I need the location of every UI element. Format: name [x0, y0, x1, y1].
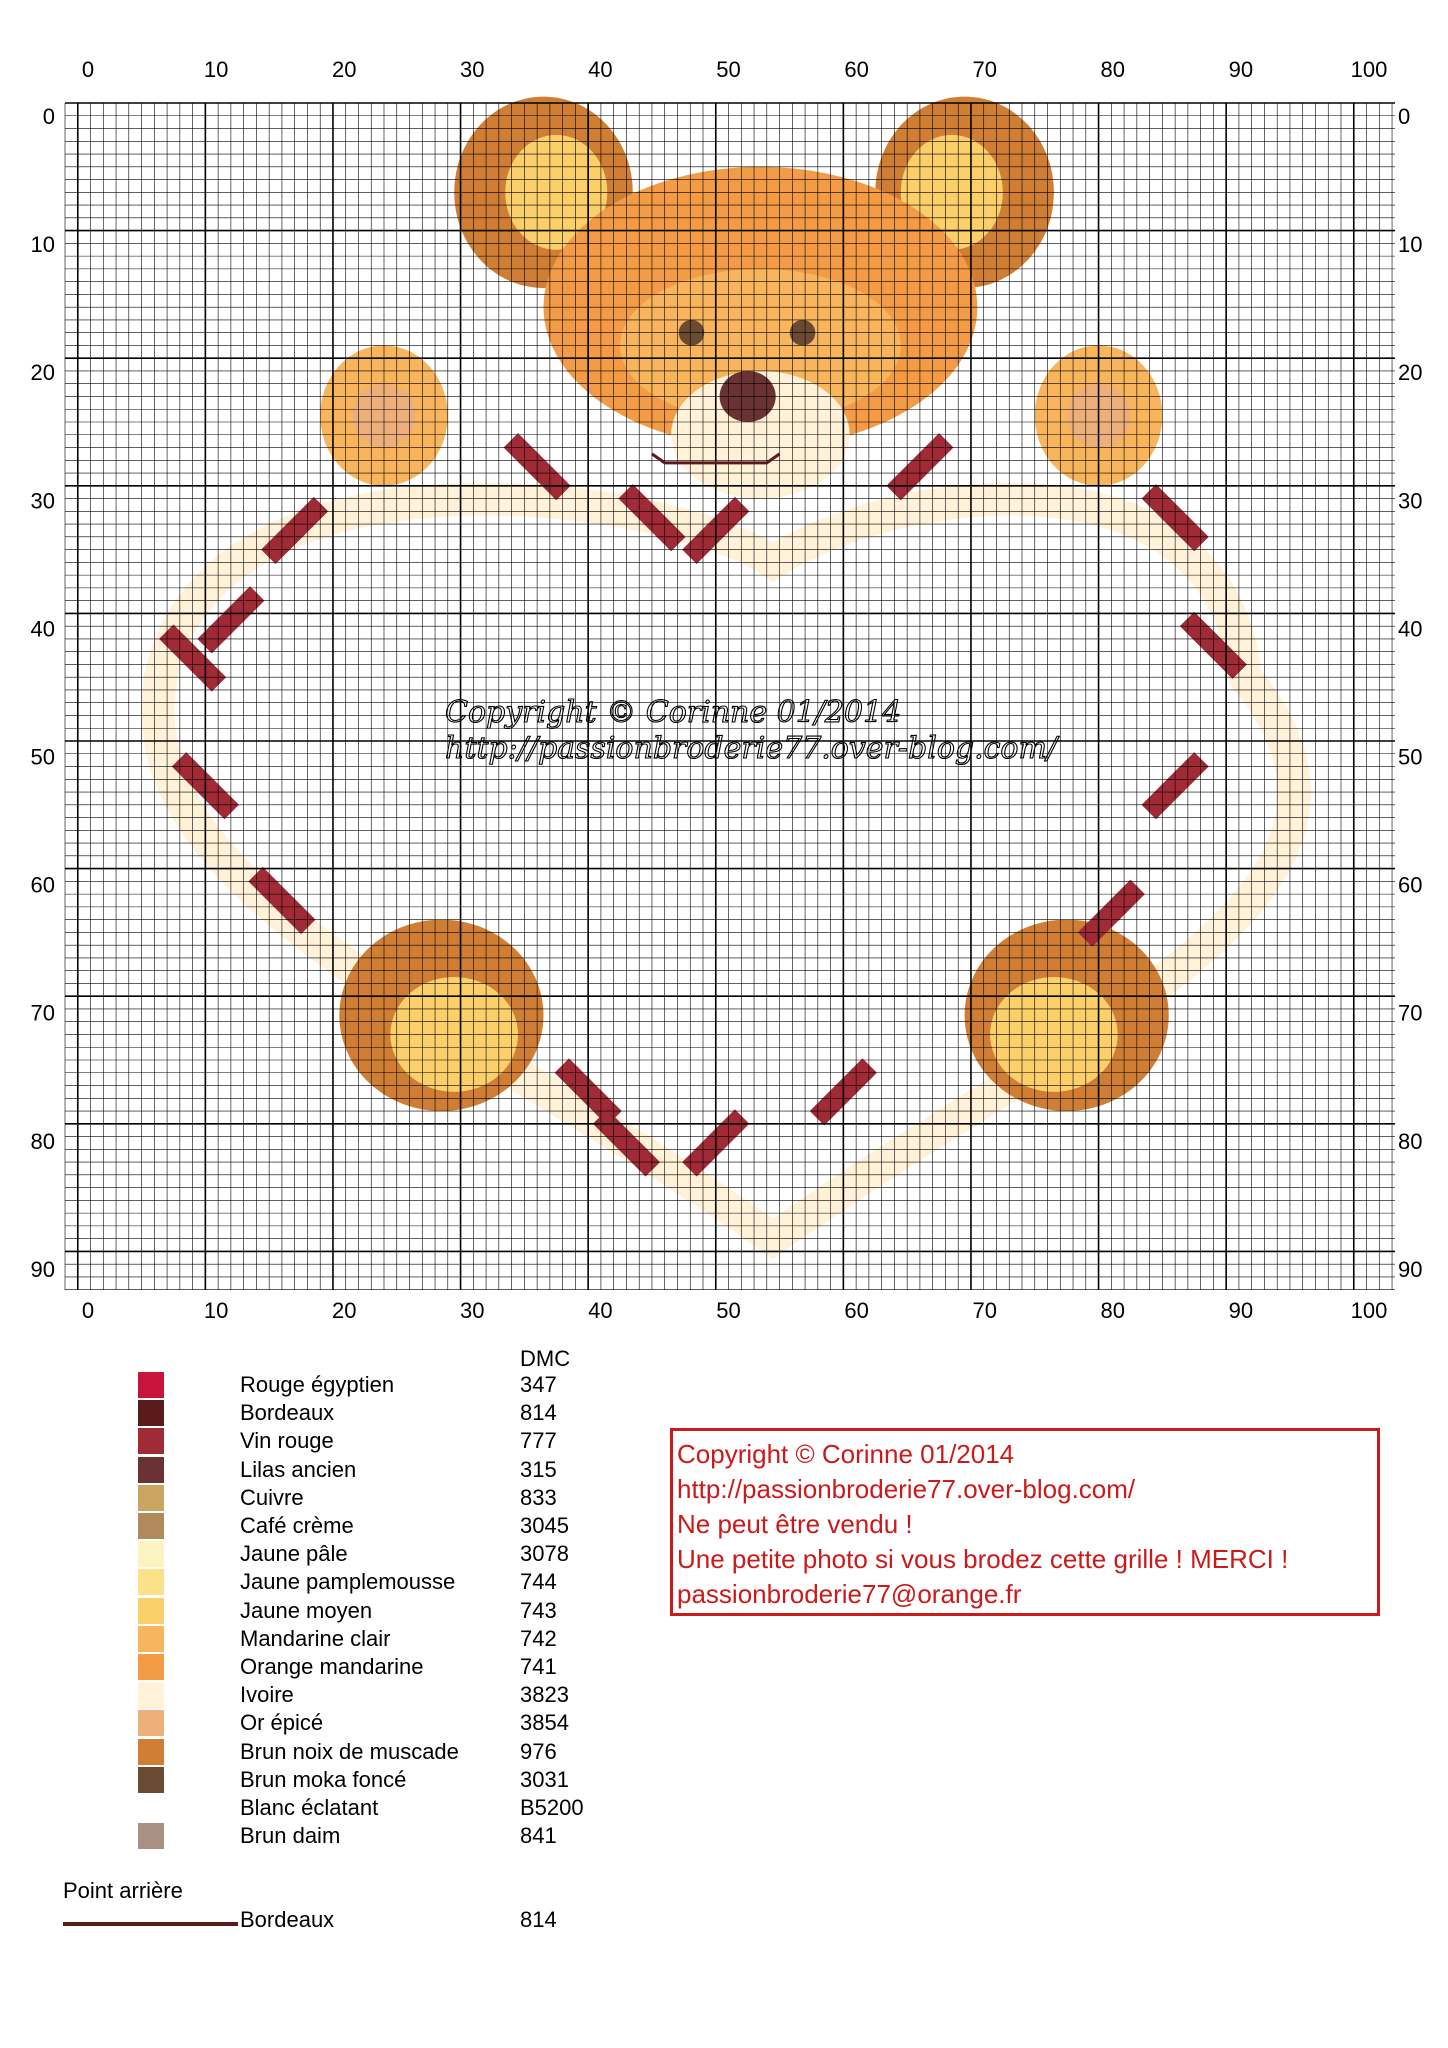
backstitch-name: Bordeaux: [240, 1907, 335, 1932]
x-tick-label-top: 70: [972, 57, 997, 82]
backstitch-code: 814: [520, 1907, 557, 1932]
notice-photo-request: Une petite photo si vous brodez cette grille ! MERCI !: [677, 1544, 1289, 1574]
thread-code: 743: [520, 1597, 557, 1623]
color-swatch: [138, 1541, 164, 1567]
y-tick-label-left: 60: [30, 872, 55, 898]
x-tick-label-top: 80: [1100, 57, 1126, 82]
y-tick-label-left: 20: [30, 360, 55, 386]
thread-name: Blanc éclatant: [240, 1795, 379, 1820]
thread-code: 3823: [520, 1682, 569, 1708]
color-swatch: [138, 1428, 164, 1454]
notice-email: passionbroderie77@orange.fr: [677, 1579, 1022, 1609]
legend-row: [0, 1370, 700, 1398]
notice-not-for-sale: Ne peut être vendu !: [677, 1509, 913, 1539]
color-swatch: [138, 1485, 164, 1511]
thread-name: Brun noix de muscade: [240, 1738, 459, 1764]
backstitch-line-sample: [63, 1922, 238, 1926]
thread-name: Mandarine clair: [240, 1625, 391, 1651]
y-tick-label-right: 80: [1398, 1128, 1423, 1154]
legend-row: [0, 1793, 700, 1821]
thread-code: 742: [520, 1625, 557, 1651]
watermark-line-1: Copyright © Corinne 01/2014: [445, 695, 902, 730]
backstitch-title: Point arrière: [63, 1878, 183, 1903]
color-swatch: [138, 1457, 164, 1483]
x-tick-label-top: 50: [716, 57, 741, 82]
color-swatch: [138, 1795, 164, 1821]
color-swatch: [138, 1823, 164, 1849]
thread-code: 3854: [520, 1710, 569, 1736]
chart-watermark: [445, 695, 1060, 766]
thread-name: Bordeaux: [240, 1400, 335, 1426]
notice-copyright: Copyright © Corinne 01/2014: [677, 1439, 1015, 1469]
x-tick-label-bottom: 70: [972, 1298, 997, 1323]
x-tick-label-bottom: 60: [844, 1298, 869, 1323]
x-tick-label-bottom: 90: [1228, 1298, 1254, 1323]
thread-name: Rouge égyptien: [240, 1372, 395, 1397]
legend-row: [0, 1708, 700, 1736]
legend-row: [0, 1511, 700, 1539]
thread-name: Jaune moyen: [240, 1597, 373, 1623]
legend-header: DMC: [520, 1346, 571, 1371]
watermark-line-2: http://passionbroderie77.over-blog.com/: [445, 731, 1058, 766]
notice-url: http://passionbroderie77.over-blog.com/: [677, 1474, 1136, 1504]
y-tick-label-right: 70: [1398, 1000, 1423, 1026]
y-tick-label-left: 10: [30, 232, 55, 258]
thread-code: 744: [520, 1569, 557, 1595]
thread-code: 814: [520, 1400, 557, 1426]
thread-code: B5200: [520, 1795, 584, 1820]
color-swatch: [138, 1710, 164, 1736]
color-swatch: [138, 1400, 164, 1426]
x-tick-label-bottom: 50: [716, 1298, 741, 1323]
legend-row: [0, 1567, 700, 1595]
x-tick-label-top: 90: [1228, 57, 1254, 82]
x-tick-label-bottom: 40: [588, 1298, 613, 1323]
color-swatch: [138, 1513, 164, 1539]
thread-name: Brun daim: [240, 1823, 341, 1849]
x-tick-label-bottom: 30: [460, 1298, 485, 1323]
y-tick-label-left: 30: [30, 488, 55, 514]
legend-row: [0, 1652, 700, 1680]
x-tick-label-top: 10: [203, 57, 229, 82]
thread-code: 741: [520, 1654, 557, 1679]
x-tick-label-bottom: 100: [1350, 1298, 1388, 1323]
color-swatch: [138, 1626, 164, 1652]
y-tick-label-right: 60: [1398, 872, 1423, 898]
legend-row: [0, 1455, 700, 1483]
y-tick-label-left: 0: [42, 104, 55, 129]
x-tick-label-top: 100: [1350, 57, 1388, 82]
thread-name: Ivoire: [240, 1682, 294, 1708]
thread-name: Or épicé: [240, 1710, 324, 1736]
thread-name: Jaune pâle: [240, 1541, 348, 1567]
thread-name: Vin rouge: [240, 1428, 334, 1454]
x-tick-label-bottom: 10: [203, 1298, 229, 1323]
legend-row: [0, 1483, 700, 1511]
y-tick-label-left: 80: [30, 1128, 55, 1154]
thread-name: Café crème: [240, 1513, 354, 1538]
y-tick-label-right: 20: [1398, 360, 1423, 386]
x-tick-label-top: 30: [460, 57, 485, 82]
y-tick-label-right: 30: [1398, 488, 1423, 514]
legend-row: [0, 1821, 700, 1849]
y-tick-label-right: 90: [1398, 1256, 1423, 1282]
thread-code: 976: [520, 1738, 557, 1764]
legend-row: [0, 1426, 700, 1454]
legend-row: [0, 1596, 700, 1624]
copyright-notice: [670, 1428, 1380, 1616]
thread-code: 347: [520, 1372, 557, 1397]
legend-row: [0, 1539, 700, 1567]
thread-code: 777: [520, 1428, 557, 1454]
x-tick-label-bottom: 20: [331, 1298, 357, 1323]
y-tick-label-right: 0: [1398, 104, 1411, 129]
thread-code: 315: [520, 1456, 557, 1482]
color-swatch: [138, 1569, 164, 1595]
y-tick-label-left: 90: [30, 1256, 55, 1282]
thread-code: 3045: [520, 1513, 569, 1538]
color-swatch: [138, 1767, 164, 1793]
thread-name: Lilas ancien: [240, 1456, 357, 1482]
x-tick-label-top: 0: [81, 57, 95, 82]
legend-row: [0, 1398, 700, 1426]
legend-row: [0, 1765, 700, 1793]
thread-name: Brun moka foncé: [240, 1766, 407, 1792]
thread-name: Cuivre: [240, 1484, 304, 1510]
x-tick-label-top: 60: [844, 57, 869, 82]
thread-code: 833: [520, 1484, 557, 1510]
legend-row: [0, 1680, 700, 1708]
legend-row: [0, 1624, 700, 1652]
y-tick-label-right: 40: [1398, 616, 1423, 642]
color-swatch: [138, 1739, 164, 1765]
thread-code: 3031: [520, 1766, 569, 1792]
y-tick-label-left: 50: [30, 744, 55, 770]
y-tick-label-left: 70: [30, 1000, 55, 1026]
x-tick-label-top: 40: [588, 57, 613, 82]
x-tick-label-bottom: 0: [81, 1298, 95, 1323]
color-swatch: [138, 1654, 164, 1680]
x-tick-label-top: 20: [331, 57, 357, 82]
color-swatch: [138, 1598, 164, 1624]
color-swatch: [138, 1372, 164, 1398]
y-tick-label-right: 10: [1398, 232, 1423, 258]
thread-name: Orange mandarine: [240, 1654, 424, 1679]
thread-code: 841: [520, 1823, 557, 1849]
x-tick-label-bottom: 80: [1100, 1298, 1126, 1323]
thread-code: 3078: [520, 1541, 569, 1567]
thread-name: Jaune pamplemousse: [240, 1569, 456, 1595]
color-swatch: [138, 1682, 164, 1708]
legend-row: [0, 1737, 700, 1765]
y-tick-label-right: 50: [1398, 744, 1423, 770]
y-tick-label-left: 40: [30, 616, 55, 642]
